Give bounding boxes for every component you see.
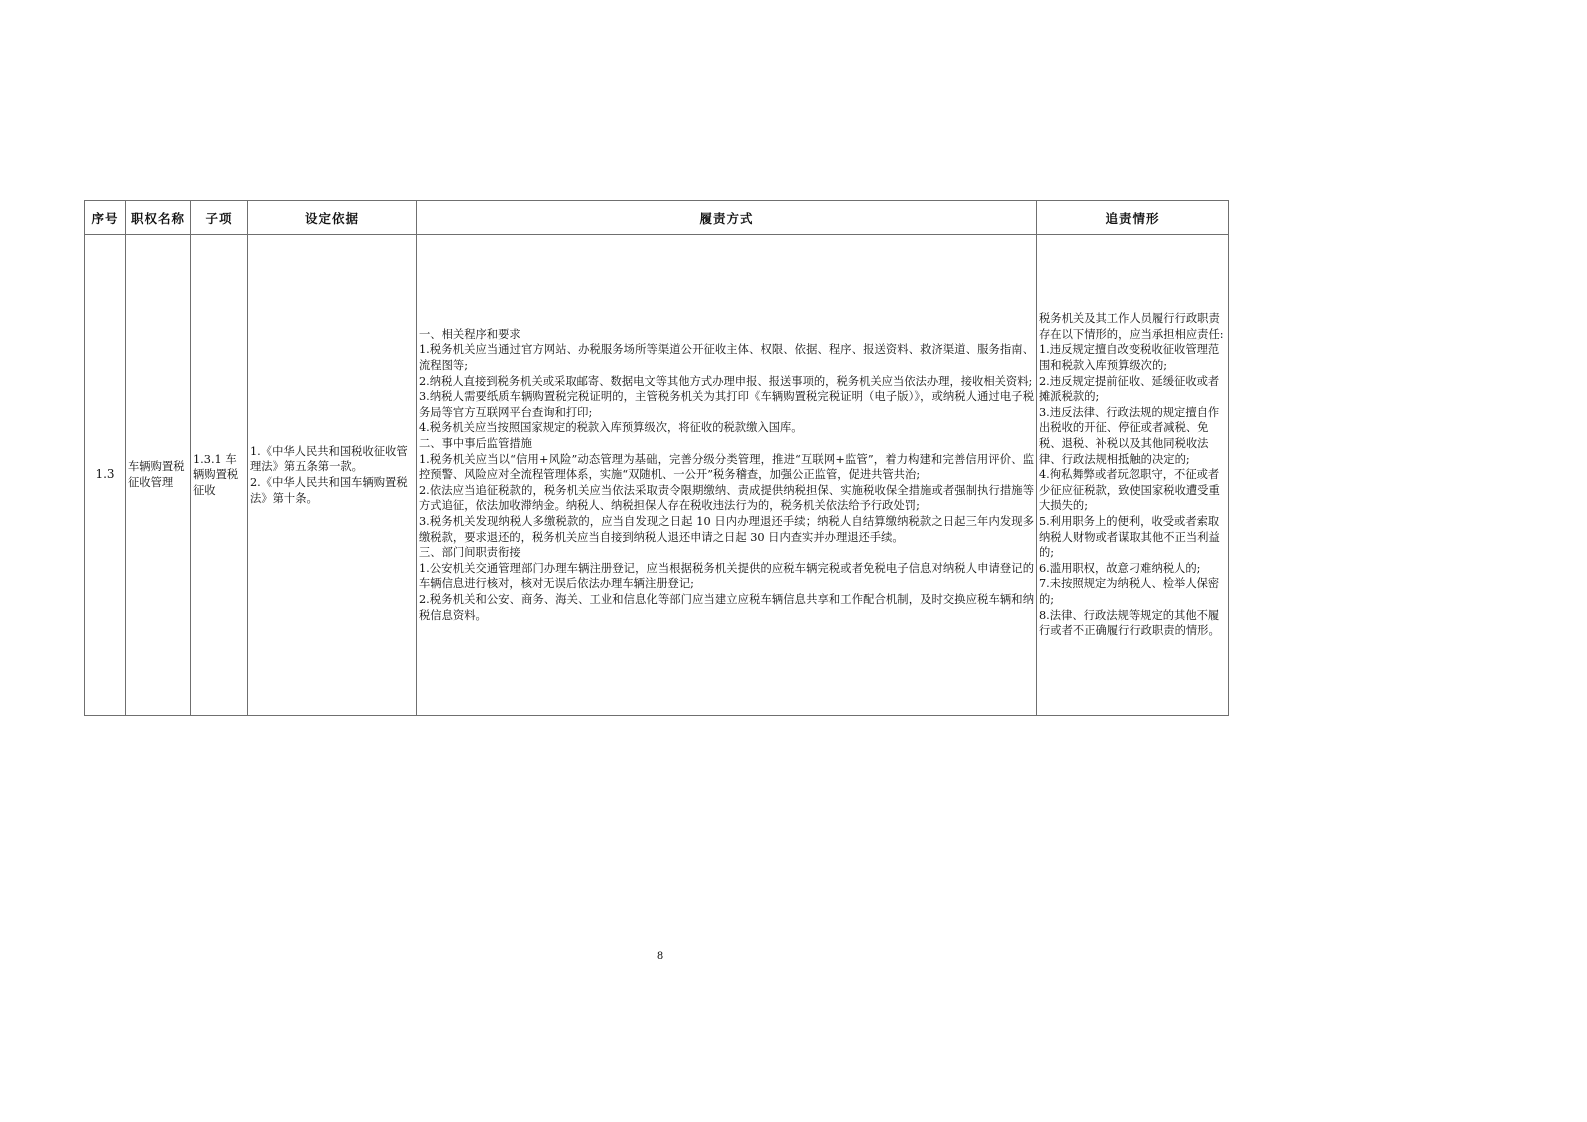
method-line: 1.税务机关应当通过官方网站、办税服务场所等渠道公开征收主体、权限、依据、程序、报送资料、救济渠道、服务指南、流程图等; — [419, 343, 1034, 373]
basis-line: 1.《中华人民共和国税收征收管理法》第五条第一款。 — [250, 444, 408, 474]
method-line: 2.税务机关和公安、商务、海关、工业和信息化等部门应当建立应税车辆信息共享和工作配合机制，及时交换应税车辆和纳税信息资料。 — [419, 592, 1034, 622]
method-heading: 二、事中事后监管措施 — [419, 437, 532, 451]
cell-power-name: 车辆购置税征收管理 — [126, 235, 191, 716]
cell-basis — [248, 235, 417, 716]
header-power-name: 职权名称 — [126, 201, 191, 235]
method-line: 1.税务机关应当以“信用+风险”动态管理为基础，完善分级分类管理，推进“互联网+监管”，着力构建和完善信用评价、监控预警、风险应对全流程管理体系，实施“双随机、一公开”税务稽查，加强公正监管，促进共管共治; — [419, 452, 1034, 482]
header-accountability: 追责情形 — [1037, 201, 1229, 235]
accountability-line: 2.违反规定提前征收、延缓征收或者摊派税款的; — [1039, 374, 1220, 404]
cell-seq: 1.3 — [85, 235, 126, 716]
method-line: 4.税务机关应当按照国家规定的税款入库预算级次，将征收的税款缴入国库。 — [419, 421, 803, 435]
method-line: 1.公安机关交通管理部门办理车辆注册登记，应当根据税务机关提供的应税车辆完税或者免税电子信息对纳税人申请登记的车辆信息进行核对，核对无误后依法办理车辆注册登记; — [419, 561, 1034, 591]
accountability-line: 5.利用职务上的便利，收受或者索取纳税人财物或者谋取其他不正当利益的; — [1039, 514, 1220, 560]
cell-sub-item: 1.3.1 车辆购置税征收 — [191, 235, 248, 716]
accountability-line: 4.徇私舞弊或者玩忽职守，不征或者少征应征税款，致使国家税收遭受重大损失的; — [1039, 468, 1220, 513]
cell-method — [417, 235, 1037, 716]
method-line: 2.纳税人直接到税务机关或采取邮寄、数据电文等其他方式办理申报、报送事项的，税务机关应当依法办理，接收相关资料; — [419, 374, 1033, 388]
accountability-line: 6.滥用职权，故意刁难纳税人的; — [1039, 561, 1201, 575]
accountability-intro: 税务机关及其工作人员履行行政职责存在以下情形的，应当承担相应责任: — [1039, 312, 1224, 341]
accountability-line: 1.违反规定擅自改变税收征收管理范围和税款入库预算级次的; — [1039, 343, 1220, 373]
header-seq: 序号 — [85, 201, 126, 235]
header-method: 履责方式 — [417, 201, 1037, 235]
power-duty-table — [84, 200, 1229, 716]
method-line: 3.税务机关发现纳税人多缴税款的，应当自发现之日起 10 日内办理退还手续；纳税人自结算缴纳税款之日起三年内发现多缴税款，要求退还的，税务机关应当自接到纳税人退还申请之日起 30 日内查实并办理退还手续。 — [419, 514, 1034, 544]
method-line: 2.依法应当追征税款的，税务机关应当依法采取责令限期缴纳、责成提供纳税担保、实施税收保全措施或者强制执行措施等方式追征，依法加收滞纳金。纳税人、纳税担保人存在税收违法行为的，税务机关依法给予行政处罚; — [419, 483, 1034, 513]
accountability-line: 3.违反法律、行政法规的规定擅自作出税收的开征、停征或者减税、免税、退税、补税以及其他同税收法律、行政法规相抵触的决定的; — [1039, 405, 1220, 466]
page-number: 8 — [656, 951, 664, 962]
accountability-line: 7.未按照规定为纳税人、检举人保密的; — [1039, 577, 1220, 606]
basis-line: 2.《中华人民共和国车辆购置税法》第十条。 — [250, 476, 408, 505]
header-basis: 设定依据 — [248, 201, 417, 235]
method-heading: 三、部门间职责衔接 — [419, 546, 521, 560]
table-header-row — [85, 201, 1229, 235]
accountability-line: 8.法律、行政法规等规定的其他不履行或者不正确履行行政职责的情形。 — [1039, 608, 1220, 638]
header-sub-item: 子项 — [191, 201, 248, 235]
cell-accountability — [1037, 235, 1229, 716]
method-line: 3.纳税人需要纸质车辆购置税完税证明的，主管税务机关为其打印《车辆购置税完税证明（电子版）》，或纳税人通过电子税务局等官方互联网平台查询和打印; — [419, 390, 1034, 419]
table-row — [85, 235, 1229, 716]
method-heading: 一、相关程序和要求 — [419, 327, 521, 341]
